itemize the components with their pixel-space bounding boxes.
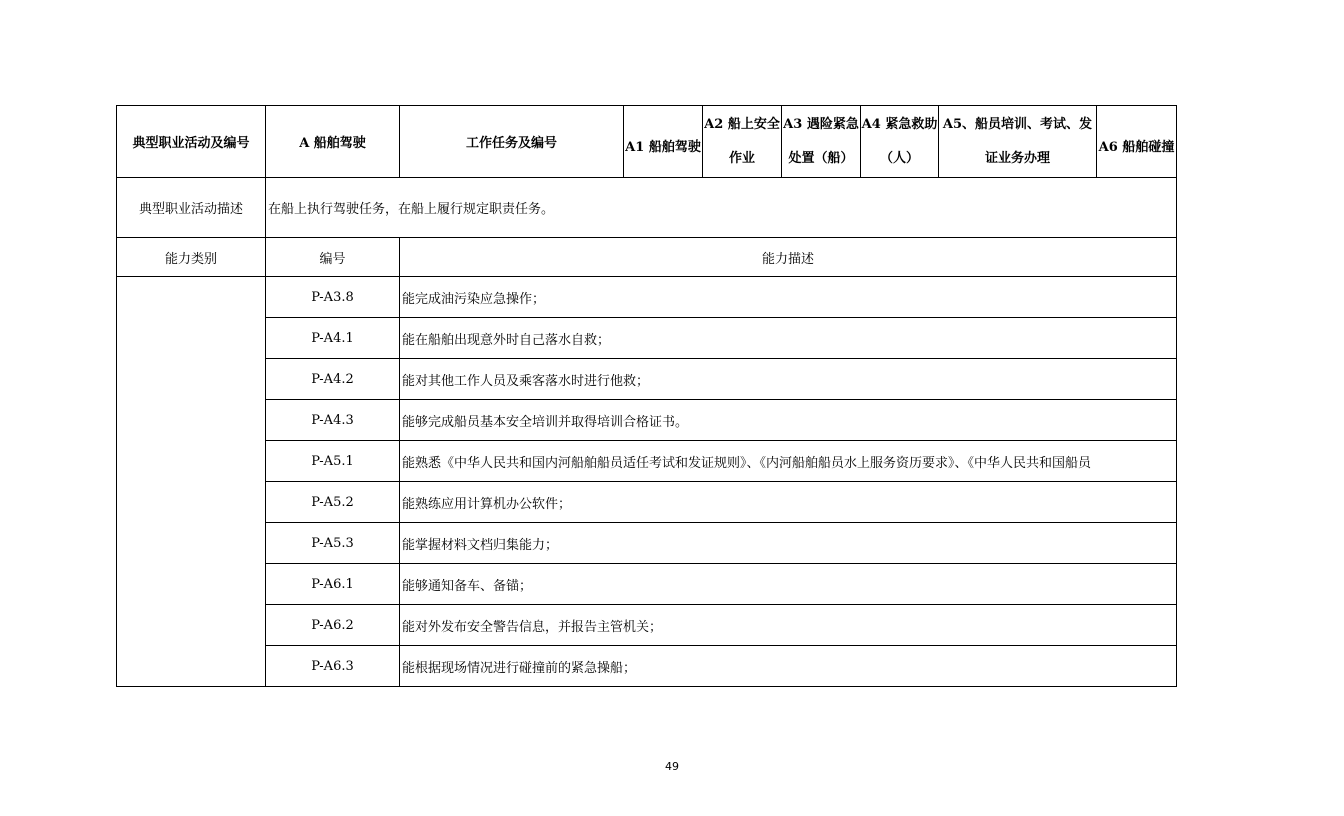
task-a5 — [939, 106, 1097, 178]
row-desc: 能对其他工作人员及乘客落水时进行他救； — [400, 359, 1177, 400]
row-desc: 能够通知备车、备锚； — [400, 564, 1177, 605]
task-a2-line1: A2 船上安全 — [704, 116, 780, 132]
row-desc: 能完成油污染应急操作； — [400, 277, 1177, 318]
task-a4-line2: （人） — [879, 150, 919, 166]
table-row — [117, 482, 1177, 523]
row-desc: 能根据现场情况进行碰撞前的紧急操船； — [400, 646, 1177, 687]
description-row — [117, 178, 1177, 238]
row-code: P-A6.3 — [266, 646, 400, 687]
category-header: 能力类别 — [117, 238, 266, 277]
task-a5-line2: 证业务办理 — [984, 150, 1050, 166]
competency-table — [116, 105, 1177, 687]
task-a4-line1: A4 紧急救助 — [861, 116, 938, 132]
category-cell — [117, 277, 266, 687]
table-row — [117, 646, 1177, 687]
desc-header: 能力描述 — [400, 238, 1177, 277]
table-row — [117, 277, 1177, 318]
row-code: P-A4.1 — [266, 318, 400, 359]
description-text: 在船上执行驾驶任务，在船上履行规定职责任务。 — [266, 178, 1177, 238]
row-desc: 能对外发布安全警告信息，并报告主管机关； — [400, 605, 1177, 646]
table-row — [117, 605, 1177, 646]
task-a4 — [861, 106, 939, 178]
task-a6 — [1097, 106, 1177, 178]
table-row — [117, 523, 1177, 564]
row-code: P-A6.1 — [266, 564, 400, 605]
row-code: P-A3.8 — [266, 277, 400, 318]
row-desc: 能熟练应用计算机办公软件； — [400, 482, 1177, 523]
table-row — [117, 359, 1177, 400]
description-label: 典型职业活动描述 — [117, 178, 266, 238]
table-row — [117, 564, 1177, 605]
table-row — [117, 318, 1177, 359]
task-a2-line2: 作业 — [728, 150, 755, 166]
page-number: 49 — [665, 760, 679, 773]
row-desc: 能熟悉《中华人民共和国内河船舶船员适任考试和发证规则》、《内河船舶船员水上服务资历要求》、《中华人民共和国船员 — [400, 441, 1177, 482]
task-a2 — [703, 106, 782, 178]
row-desc: 能在船舶出现意外时自己落水自救； — [400, 318, 1177, 359]
row-code: P-A6.2 — [266, 605, 400, 646]
task-a1-line1: A1 船舶驾驶 — [625, 139, 701, 155]
column-header-row — [117, 238, 1177, 277]
row-desc: 能够完成船员基本安全培训并取得培训合格证书。 — [400, 400, 1177, 441]
code-header: 编号 — [266, 238, 400, 277]
task-a5-line1: A5、船员培训、考试、发 — [942, 116, 1093, 132]
header-row — [117, 106, 1177, 178]
row-code: P-A5.3 — [266, 523, 400, 564]
task-a3-line1: A3 遇险紧急 — [783, 116, 859, 132]
activity-value: A 船舶驾驶 — [266, 106, 400, 178]
row-code: P-A4.3 — [266, 400, 400, 441]
row-code: P-A5.1 — [266, 441, 400, 482]
row-desc: 能掌握材料文档归集能力； — [400, 523, 1177, 564]
task-a6-line1: A6 船舶碰撞 — [1098, 139, 1175, 155]
task-a3 — [782, 106, 861, 178]
activity-label: 典型职业活动及编号 — [117, 106, 266, 178]
task-a3-line2: 处置（船） — [788, 150, 854, 166]
table-row — [117, 441, 1177, 482]
table-row — [117, 400, 1177, 441]
task-label: 工作任务及编号 — [400, 106, 624, 178]
row-code: P-A5.2 — [266, 482, 400, 523]
row-code: P-A4.2 — [266, 359, 400, 400]
task-a1 — [624, 106, 703, 178]
